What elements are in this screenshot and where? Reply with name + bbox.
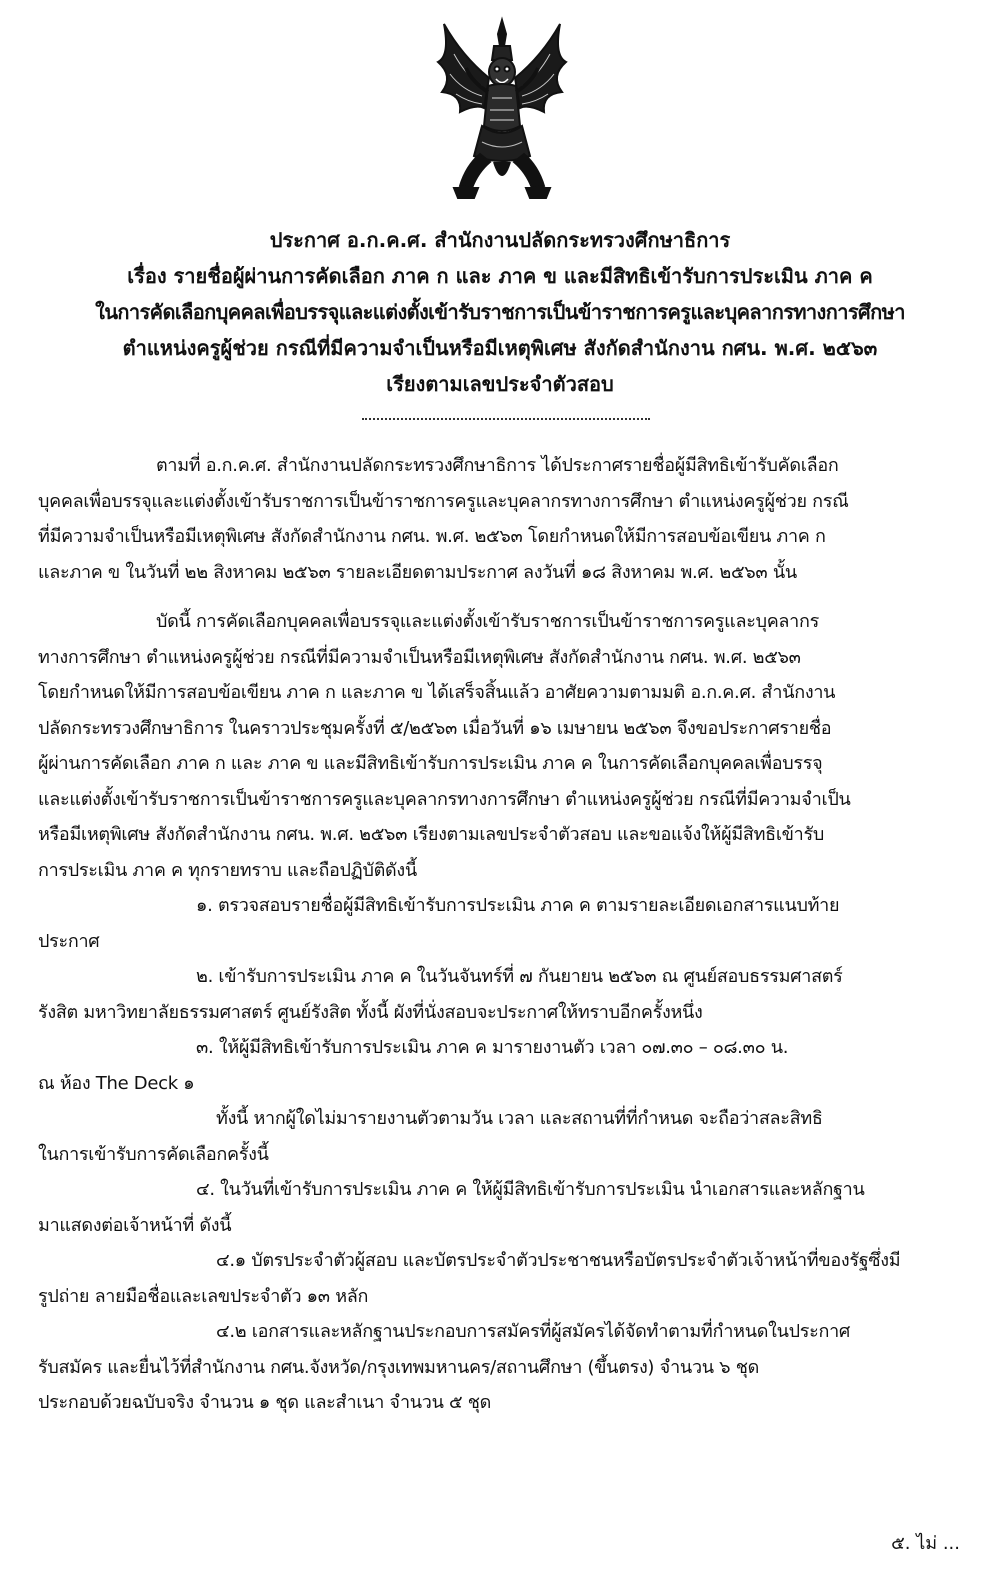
text-line: ตามที่ อ.ก.ค.ศ. สำนักงานปลัดกระทรวงศึกษาธิการ ได้ประกาศรายชื่อผู้มีสิทธิเข้ารับคัดเลือก (156, 455, 839, 476)
text-line: ทั้งนี้ หากผู้ใดไม่มารายงานตัวตามวัน เวลา และสถานที่ที่กำหนด จะถือว่าสละสิทธิ (216, 1108, 823, 1129)
text-line: ๒. เข้ารับการประเมิน ภาค ค ในวันจันทร์ที่ ๗ กันยายน ๒๕๖๓ ณ ศูนย์สอบธรรมศาสตร์ (196, 966, 843, 987)
text-line: รังสิต มหาวิทยาลัยธรรมศาสตร์ ศูนย์รังสิต ทั้งนี้ ผังที่นั่งสอบจะประกาศให้ทราบอีกครั้งหนึ่ง (38, 1001, 703, 1023)
text-line: ณ ห้อง The Deck ๑ (38, 1072, 195, 1094)
item-1 (38, 888, 968, 959)
paragraph-main (38, 604, 968, 888)
item-3-note (38, 1101, 968, 1172)
garuda-emblem-icon (432, 16, 572, 206)
text-line: มาแสดงต่อเจ้าหน้าที่ ดังนี้ (38, 1214, 232, 1236)
text-line: บุคคลเพื่อบรรจุและแต่งตั้งเข้ารับราชการเป็นข้าราชการครูและบุคลากรทางการศึกษา ตำแหน่งครูผู้ช่วย กรณี (38, 490, 849, 512)
page-continuation: ๕. ไม่ ... (891, 1533, 960, 1554)
announcement-subject-line-2: ในการคัดเลือกบุคคลเพื่อบรรจุและแต่งตั้งเข้ารับราชการเป็นข้าราชการครูและบุคลากรทางการศึกษา (95, 300, 905, 324)
text-line: ๓. ให้ผู้มีสิทธิเข้ารับการประเมิน ภาค ค มารายงานตัว เวลา ๐๗.๓๐ – ๐๘.๓๐ น. (196, 1037, 789, 1058)
text-line: ๔.๑ บัตรประจำตัวผู้สอบ และบัตรประจำตัวประชาชนหรือบัตรประจำตัวเจ้าหน้าที่ของรัฐซึ่งมี (216, 1250, 901, 1271)
text-line: บัดนี้ การคัดเลือกบุคคลเพื่อบรรจุและแต่งตั้งเข้ารับราชการเป็นข้าราชการครูและบุคลากร (156, 611, 819, 632)
announcement-subject: เรื่อง รายชื่อผู้ผ่านการคัดเลือก ภาค ก และ ภาค ข และมีสิทธิเข้ารับการประเมิน ภาค ค (127, 264, 873, 288)
announcement-subtitle: เรียงตามเลขประจำตัวสอบ (386, 372, 614, 396)
text-line: และแต่งตั้งเข้ารับราชการเป็นข้าราชการครูและบุคลากรทางการศึกษา ตำแหน่งครูผู้ช่วย กรณีที่มีความจำเป็น (38, 788, 851, 810)
text-line: ๔. ในวันที่เข้ารับการประเมิน ภาค ค ให้ผู้มีสิทธิเข้ารับการประเมิน นำเอกสารและหลักฐาน (196, 1179, 865, 1200)
text-line: การประเมิน ภาค ค ทุกรายทราบ และถือปฏิบัติดังนี้ (38, 859, 417, 881)
text-line: หรือมีเหตุพิเศษ สังกัดสำนักงาน กศน. พ.ศ. ๒๕๖๓ เรียงตามเลขประจำตัวสอบ และขอแจ้งให้ผู้มีสิทธิเข้ารับ (38, 824, 824, 845)
text-line: ผู้ผ่านการคัดเลือก ภาค ก และ ภาค ข และมีสิทธิเข้ารับการประเมิน ภาค ค ในการคัดเลือกบุคคลเพื่อบรรจุ (38, 753, 823, 774)
text-line: ในการเข้ารับการคัดเลือกครั้งนี้ (38, 1143, 269, 1165)
item-4-2 (38, 1314, 968, 1421)
paragraph-intro (38, 448, 968, 590)
text-line: ๑. ตรวจสอบรายชื่อผู้มีสิทธิเข้ารับการประเมิน ภาค ค ตามรายละเอียดเอกสารแนบท้าย (196, 895, 840, 916)
text-line: ประกอบด้วยฉบับจริง จำนวน ๑ ชุด และสำเนา จำนวน ๕ ชุด (38, 1392, 492, 1413)
item-4-1 (38, 1243, 968, 1314)
text-line: และภาค ข ในวันที่ ๒๒ สิงหาคม ๒๕๖๓ รายละเอียดตามประกาศ ลงวันที่ ๑๘ สิงหาคม พ.ศ. ๒๕๖๓ นั้น (38, 561, 797, 583)
text-line: ทางการศึกษา ตำแหน่งครูผู้ช่วย กรณีที่มีความจำเป็นหรือมีเหตุพิเศษ สังกัดสำนักงาน กศน. พ.ศ. ๒๕๖๓ (38, 646, 801, 668)
announcement-issuer: ประกาศ อ.ก.ค.ศ. สำนักงานปลัดกระทรวงศึกษาธิการ (269, 228, 731, 252)
text-line: ประกาศ (38, 930, 100, 952)
text-line: รับสมัคร และยื่นไว้ที่สำนักงาน กศน.จังหวัด/กรุงเทพมหานคร/สถานศึกษา (ขึ้นตรง) จำนวน ๖ ชุด (38, 1356, 760, 1378)
announcement-subject-line-3: ตำแหน่งครูผู้ช่วย กรณีที่มีความจำเป็นหรือมีเหตุพิเศษ สังกัดสำนักงาน กศน. พ.ศ. ๒๕๖๓ (122, 336, 878, 360)
item-2 (38, 959, 968, 1030)
announcement-header (0, 222, 1000, 402)
text-line: ๔.๒ เอกสารและหลักฐานประกอบการสมัครที่ผู้สมัครได้จัดทำตามที่กำหนดในประกาศ (216, 1321, 851, 1342)
text-line: ที่มีความจำเป็นหรือมีเหตุพิเศษ สังกัดสำนักงาน กศน. พ.ศ. ๒๕๖๓ โดยกำหนดให้มีการสอบข้อเขียน ภาค ก (38, 526, 826, 547)
item-3 (38, 1030, 968, 1101)
header-divider (362, 418, 650, 420)
announcement-body (38, 448, 968, 1421)
item-4 (38, 1172, 968, 1243)
text-line: ปลัดกระทรวงศึกษาธิการ ในคราวประชุมครั้งที่ ๕/๒๕๖๓ เมื่อวันที่ ๑๖ เมษายน ๒๕๖๓ จึงขอประกาศรายชื่อ (38, 717, 832, 739)
text-line: รูปถ่าย ลายมือชื่อและเลขประจำตัว ๑๓ หลัก (38, 1285, 369, 1307)
text-line: โดยกำหนดให้มีการสอบข้อเขียน ภาค ก และภาค ข ได้เสร็จสิ้นแล้ว อาศัยความตามมติ อ.ก.ค.ศ. สำนักงาน (38, 682, 836, 703)
